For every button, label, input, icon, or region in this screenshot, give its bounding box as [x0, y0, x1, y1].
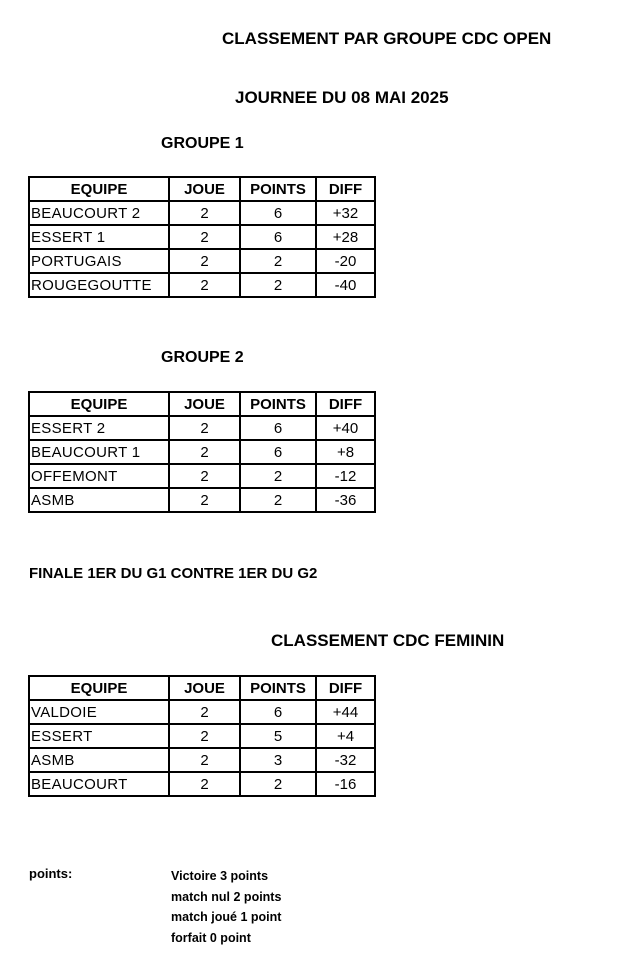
team-cell: VALDOIE	[29, 700, 169, 724]
table-row	[29, 273, 375, 297]
joue-cell: 2	[169, 724, 240, 748]
points-cell: 2	[240, 249, 316, 273]
team-cell: PORTUGAIS	[29, 249, 169, 273]
team-cell: ASMB	[29, 748, 169, 772]
feminin-heading: CLASSEMENT CDC FEMININ	[271, 631, 505, 650]
joue-cell: 2	[169, 700, 240, 724]
diff-cell: +28	[316, 225, 375, 249]
diff-cell: +32	[316, 201, 375, 225]
diff-cell: +44	[316, 700, 375, 724]
joue-cell: 2	[169, 416, 240, 440]
table-row	[29, 724, 375, 748]
feminin-table	[28, 675, 376, 797]
col-diff: DIFF	[316, 177, 375, 201]
team-cell: ESSERT	[29, 724, 169, 748]
points-legend	[171, 866, 281, 948]
table-header	[29, 392, 375, 416]
col-diff: DIFF	[316, 392, 375, 416]
table-row	[29, 440, 375, 464]
col-equipe: EQUIPE	[29, 392, 169, 416]
points-cell: 6	[240, 416, 316, 440]
legend-line: match nul 2 points	[171, 889, 282, 904]
diff-cell: +40	[316, 416, 375, 440]
finale-note: FINALE 1ER DU G1 CONTRE 1ER DU G2	[29, 565, 318, 582]
team-cell: ASMB	[29, 488, 169, 512]
team-cell: ROUGEGOUTTE	[29, 273, 169, 297]
group-1-table	[28, 176, 376, 298]
table-header	[29, 676, 375, 700]
col-joue: JOUE	[169, 676, 240, 700]
table-row	[29, 748, 375, 772]
points-cell: 5	[240, 724, 316, 748]
diff-cell: -20	[316, 249, 375, 273]
diff-cell: -16	[316, 772, 375, 796]
points-cell: 2	[240, 464, 316, 488]
col-points: POINTS	[240, 177, 316, 201]
group-2-heading: GROUPE 2	[161, 349, 244, 366]
table-row	[29, 488, 375, 512]
table-row	[29, 464, 375, 488]
page-title: CLASSEMENT PAR GROUPE CDC OPEN	[222, 29, 552, 48]
col-points: POINTS	[240, 392, 316, 416]
legend-line: Victoire 3 points	[171, 869, 269, 883]
joue-cell: 2	[169, 748, 240, 772]
table-row	[29, 249, 375, 273]
col-points: POINTS	[240, 676, 316, 700]
legend-line: match joué 1 point	[171, 910, 282, 924]
diff-cell: -12	[316, 464, 375, 488]
diff-cell: +8	[316, 440, 375, 464]
table-row	[29, 225, 375, 249]
col-diff: DIFF	[316, 676, 375, 700]
group-1-heading: GROUPE 1	[161, 135, 244, 152]
team-cell: ESSERT 1	[29, 225, 169, 249]
legend-line: forfait 0 point	[171, 930, 251, 945]
points-cell: 6	[240, 201, 316, 225]
joue-cell: 2	[169, 201, 240, 225]
page-subtitle: JOURNEE DU 08 MAI 2025	[235, 88, 449, 107]
col-equipe: EQUIPE	[29, 676, 169, 700]
table-row	[29, 700, 375, 724]
team-cell: ESSERT 2	[29, 416, 169, 440]
diff-cell: -40	[316, 273, 375, 297]
points-cell: 6	[240, 700, 316, 724]
points-cell: 2	[240, 488, 316, 512]
joue-cell: 2	[169, 225, 240, 249]
col-equipe: EQUIPE	[29, 177, 169, 201]
joue-cell: 2	[169, 464, 240, 488]
points-cell: 6	[240, 440, 316, 464]
joue-cell: 2	[169, 488, 240, 512]
team-cell: OFFEMONT	[29, 464, 169, 488]
diff-cell: +4	[316, 724, 375, 748]
points-cell: 3	[240, 748, 316, 772]
points-cell: 2	[240, 772, 316, 796]
team-cell: BEAUCOURT 2	[29, 201, 169, 225]
col-joue: JOUE	[169, 177, 240, 201]
diff-cell: -32	[316, 748, 375, 772]
table-row	[29, 416, 375, 440]
points-cell: 6	[240, 225, 316, 249]
points-legend-label: points:	[29, 866, 73, 881]
joue-cell: 2	[169, 772, 240, 796]
points-cell: 2	[240, 273, 316, 297]
col-joue: JOUE	[169, 392, 240, 416]
table-row	[29, 772, 375, 796]
joue-cell: 2	[169, 273, 240, 297]
team-cell: BEAUCOURT 1	[29, 440, 169, 464]
joue-cell: 2	[169, 249, 240, 273]
table-header	[29, 177, 375, 201]
team-cell: BEAUCOURT	[29, 772, 169, 796]
table-row	[29, 201, 375, 225]
joue-cell: 2	[169, 440, 240, 464]
group-2-table	[28, 391, 376, 513]
diff-cell: -36	[316, 488, 375, 512]
